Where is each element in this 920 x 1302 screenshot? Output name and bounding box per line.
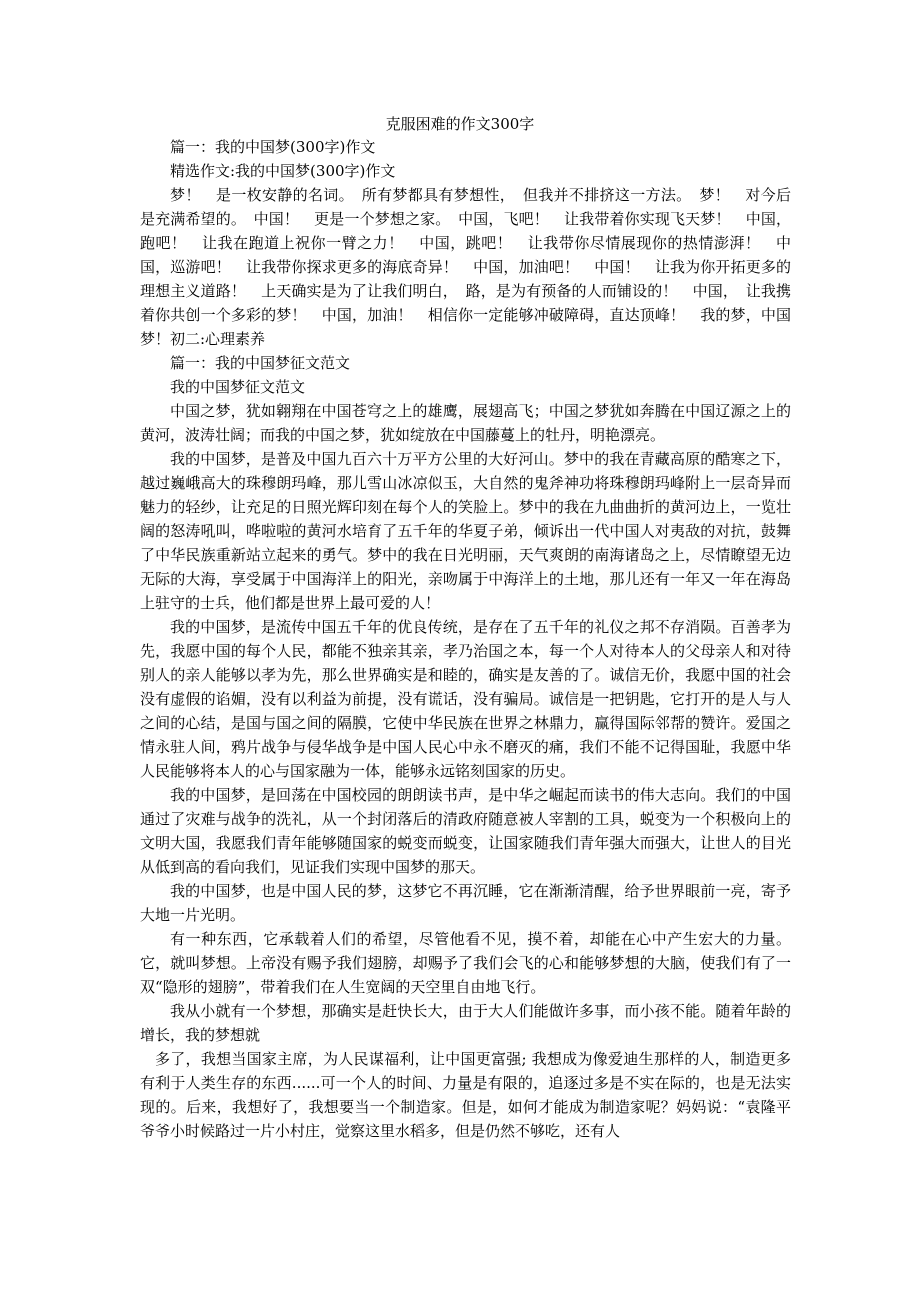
paragraph: 篇一：我的中国梦(300字)作文 bbox=[170, 138, 376, 156]
paragraph: 我的中国梦，也是中国人民的梦，这梦它不再沉睡，它在渐渐清醒，给予世界眼前一亮，寄予大地一片光明。 bbox=[140, 882, 791, 924]
paragraph: 多了，我想当国家主席，为人民谋福利，让中国更富强; 我想成为像爱迪生那样的人，制造更多有利于人类生存的东西......可一个人的时间、力量是有限的，追逐过多是不实在际的，也是无法实现的。后来，我想好了，我想要当一个制造家。但是，如何才能成为制造家呢？妈妈说：“袁隆平爷爷小时候路过一片小村庄，觉察这里水稻多，但是仍然不够吃，还有人 bbox=[140, 1050, 791, 1140]
document-title: 克服困难的作文300字 bbox=[385, 115, 535, 133]
paragraph: 我的中国梦，是回荡在中国校园的朗朗读书声，是中华之崛起而读书的伟大志向。我们的中国通过了灾难与战争的洗礼，从一个封闭落后的清政府随意被人宰割的工具，蜕变为一个积极向上的文明大国，我愿我们青年能够随国家的蜕变而蜕变，让国家随我们青年强大而强大，让世人的目光从低到高的看向我们，见证我们实现中国梦的那天。 bbox=[140, 786, 791, 876]
paragraph: 有一种东西，它承载着人们的希望，尽管他看不见，摸不着，却能在心中产生宏大的力量。它，就叫梦想。上帝没有赐予我们翅膀，却赐予了我们会飞的心和能够梦想的大脑，使我们有了一双“隐形的翅膀”，带着我们在人生宽阔的天空里自由地飞行。 bbox=[140, 930, 791, 996]
paragraph: 梦！ 是一枚安静的名词。 所有梦都具有梦想性， 但我并不排挤这一方法。 梦！ 对今后是充满希望的。 中国！ 更是一个梦想之家。 中国，飞吧！ 让我带着你实现飞天梦！ 中国，跑吧！ 让我在跑道上祝你一臂之力！ 中国，跳吧！ 让我带你尽情展现你的热情澎湃！ 中国，巡游吧！ 让我带你探求更多的海底奇异！ 中国，加油吧！ 中国！ 让我为你开拓更多的理想主义道路！ 上天确实是为了让我们明白， 路，是为有预备的人而铺设的！ 中国， 让我携着你共创一个多彩的梦！ 中国，加油！ 相信你一定能够冲破障碍，直达顶峰！ 我的梦，中国梦！初二:心理素养 bbox=[140, 186, 791, 348]
paragraph: 我从小就有一个梦想，那确实是赶快长大，由于大人们能做许多事，而小孩不能。随着年龄的增长，我的梦想就 bbox=[140, 1002, 791, 1044]
paragraph: 我的中国梦，是普及中国九百六十万平方公里的大好河山。梦中的我在青藏高原的酷寒之下，越过巍峨高大的珠穆朗玛峰，那儿雪山冰凉似玉，大自然的鬼斧神功将珠穆朗玛峰附上一层奇异而魅力的轻纱，让充足的日照光辉印刻在每个人的笑脸上。梦中的我在九曲曲折的黄河边上，一览壮阔的怒涛吼叫，哗啦啦的黄河水培育了五千年的华夏子弟，倾诉出一代中国人对夷敌的对抗，鼓舞了中华民族重新站立起来的勇气。梦中的我在日光明丽，天气爽朗的南海诸岛之上，尽情瞭望无边无际的大海，享受属于中国海洋上的阳光，亲吻属于中海洋上的土地，那儿还有一年又一年在海岛上驻守的士兵，他们都是世界上最可爱的人！ bbox=[140, 450, 791, 612]
paragraph: 我的中国梦征文范文 bbox=[170, 378, 306, 396]
paragraph: 我的中国梦，是流传中国五千年的优良传统，是存在了五千年的礼仪之邦不存消陨。百善孝为先，我愿中国的每个人民，都能不独亲其亲，孝乃治国之本，每一个人对待本人的父母亲人和对待别人的亲人能够以孝为先，那么世界确实是和睦的，确实是友善的了。诚信无价，我愿中国的社会没有虚假的谄媚，没有以利益为前提，没有谎话，没有骗局。诚信是一把钥匙，它打开的是人与人之间的心结，是国与国之间的隔膜，它使中华民族在世界之林鼎力，赢得国际邻帮的赞许。爱国之情永驻人间，鸦片战争与侵华战争是中国人民心中永不磨灭的痛，我们不能不记得国耻，我愿中华人民能够将本人的心与国家融为一体，能够永远铭刻国家的历史。 bbox=[140, 618, 791, 780]
paragraph: 中国之梦，犹如翱翔在中国苍穹之上的雄鹰，展翅高飞；中国之梦犹如奔腾在中国辽源之上的黄河，波涛壮阔；而我的中国之梦，犹如绽放在中国藤蔓上的牡丹，明艳漂亮。 bbox=[140, 402, 791, 444]
document-body bbox=[140, 135, 791, 1143]
paragraph: 精选作文:我的中国梦(300字)作文 bbox=[170, 162, 396, 180]
paragraph: 篇一：我的中国梦征文范文 bbox=[170, 354, 351, 372]
